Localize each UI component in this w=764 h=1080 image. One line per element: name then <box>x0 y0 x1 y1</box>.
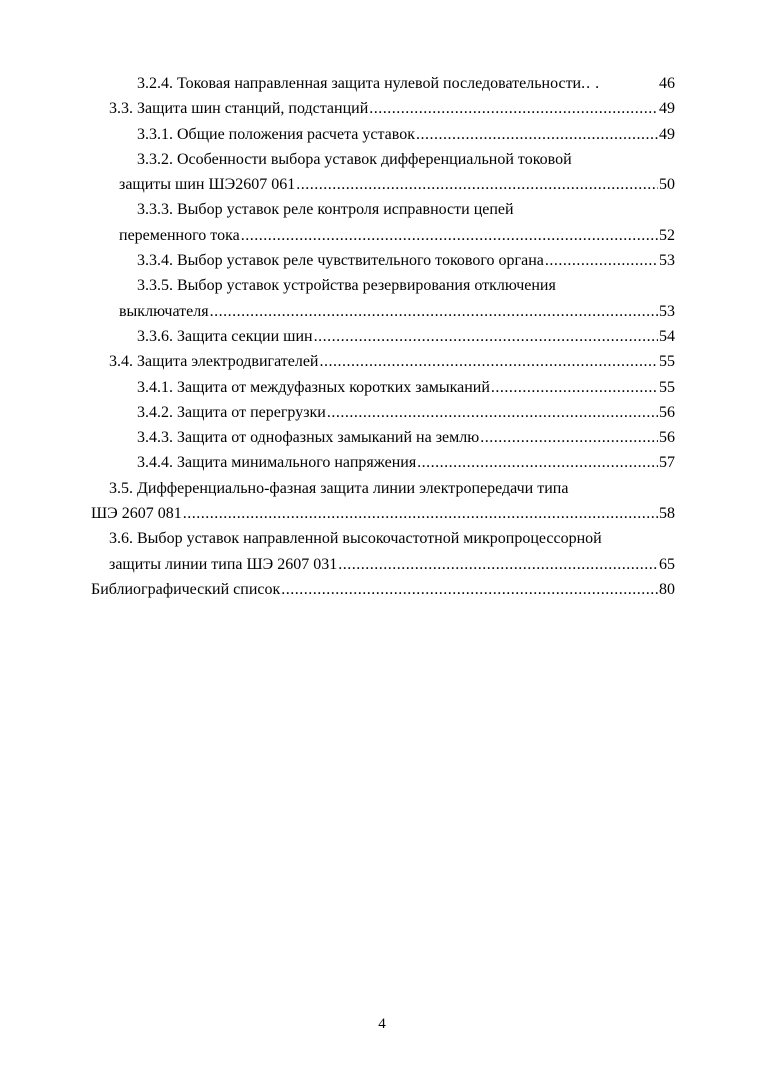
toc-page-number: 50 <box>659 176 675 194</box>
toc-entry-title: 3.3.2. Особенности выбора уставок дифференциальной токовой <box>137 150 572 168</box>
toc-entry-3-3-5[interactable] <box>91 273 675 324</box>
toc-page-number: 55 <box>659 378 675 396</box>
toc-entry-3-3-1[interactable] <box>91 122 675 147</box>
toc-page-number: 52 <box>659 226 675 244</box>
toc-entry-title-continued: защиты линии типа ШЭ 2607 031 <box>109 555 338 573</box>
dot-leader <box>314 324 658 349</box>
toc-entry-3-3-3[interactable] <box>91 197 675 248</box>
toc-entry-title: 3.4.4. Защита минимального напряжения <box>137 454 417 472</box>
toc-page-number: 56 <box>659 429 675 447</box>
dot-leader <box>327 400 658 425</box>
toc-entry-3-3-4[interactable] <box>91 248 675 273</box>
toc-page-number: 54 <box>659 327 675 345</box>
toc-entry-3-2-4[interactable] <box>91 71 675 96</box>
table-of-contents <box>91 71 675 602</box>
toc-entry-3-3-2[interactable] <box>91 147 675 198</box>
toc-entry-title: 3.6. Выбор уставок направленной высокочастотной микропроцессорной <box>109 530 602 548</box>
toc-entry-3-6[interactable] <box>91 526 675 577</box>
toc-entry-title: 3.4.1. Защита от междуфазных коротких замыканий <box>137 378 490 396</box>
dot-leader <box>545 248 658 273</box>
toc-entry-title: 3.3.6. Защита секции шин <box>137 327 313 345</box>
toc-entry-title: 3.3.3. Выбор уставок реле контроля исправности цепей <box>137 201 514 219</box>
toc-entry-title: 3.2.4. Токовая направленная защита нулевой последовательности. <box>137 75 586 92</box>
toc-entry-title-continued: выключателя <box>119 302 209 320</box>
toc-entry-3-4[interactable] <box>91 349 675 374</box>
toc-entry-title: 3.3.4. Выбор уставок реле чувствительного токового органа <box>137 252 544 270</box>
dot-leader <box>296 172 658 197</box>
toc-entry-3-3-6[interactable] <box>91 324 675 349</box>
dot-leader <box>281 577 658 602</box>
dot-leader <box>480 425 658 450</box>
toc-page-number: 55 <box>659 353 675 371</box>
toc-page-number: 56 <box>659 403 675 421</box>
dot-leader <box>369 96 658 121</box>
toc-page-number: 57 <box>659 454 675 472</box>
toc-entry-title: 3.4.3. Защита от однофазных замыканий на землю <box>137 429 480 447</box>
toc-entry-3-3[interactable] <box>91 96 675 121</box>
toc-entry-title-continued: ШЭ 2607 081 <box>91 505 182 523</box>
page-footer-number: 4 <box>378 1016 386 1032</box>
toc-entry-title: 3.3.1. Общие положения расчета уставок <box>137 125 415 143</box>
toc-entry-3-5[interactable] <box>91 476 675 527</box>
dot-leader <box>586 71 658 96</box>
toc-entry-3-4-1[interactable] <box>91 375 675 400</box>
toc-entry-3-4-3[interactable] <box>91 425 675 450</box>
toc-entry-title: 3.5. Дифференциально-фазная защита линии электропередачи типа <box>109 479 569 497</box>
toc-entry-3-4-2[interactable] <box>91 400 675 425</box>
toc-entry-title: 3.4. Защита электродвигателей <box>109 353 319 371</box>
dot-leader <box>320 349 659 374</box>
toc-entry-title-continued: защиты шин ШЭ2607 061 <box>119 176 296 194</box>
toc-page-number: 49 <box>659 125 675 143</box>
toc-page-number: 53 <box>659 252 675 270</box>
toc-page-number: 80 <box>659 580 675 598</box>
toc-entry-title: 3.3.5. Выбор уставок устройства резервирования отключения <box>137 277 556 295</box>
toc-entry-title-continued: переменного тока <box>119 226 240 244</box>
toc-entry-title: 3.4.2. Защита от перегрузки <box>137 403 326 421</box>
toc-entry-bibliography[interactable] <box>91 577 675 602</box>
dot-leader <box>417 450 658 475</box>
dot-leader <box>210 299 658 324</box>
dot-leader <box>416 122 658 147</box>
dot-leader <box>338 552 658 577</box>
toc-entry-3-4-4[interactable] <box>91 450 675 475</box>
dot-leader <box>491 375 658 400</box>
toc-page-number: 58 <box>659 505 675 523</box>
toc-entry-title: Библиографический список <box>91 580 281 598</box>
toc-entry-title: 3.3. Защита шин станций, подстанций <box>109 100 369 118</box>
dot-leader <box>241 223 658 248</box>
toc-page-number: 49 <box>659 100 675 118</box>
toc-page-number: 65 <box>659 555 675 573</box>
toc-page-number: 46 <box>659 75 675 92</box>
toc-page-number: 53 <box>659 302 675 320</box>
dot-leader <box>183 501 658 526</box>
